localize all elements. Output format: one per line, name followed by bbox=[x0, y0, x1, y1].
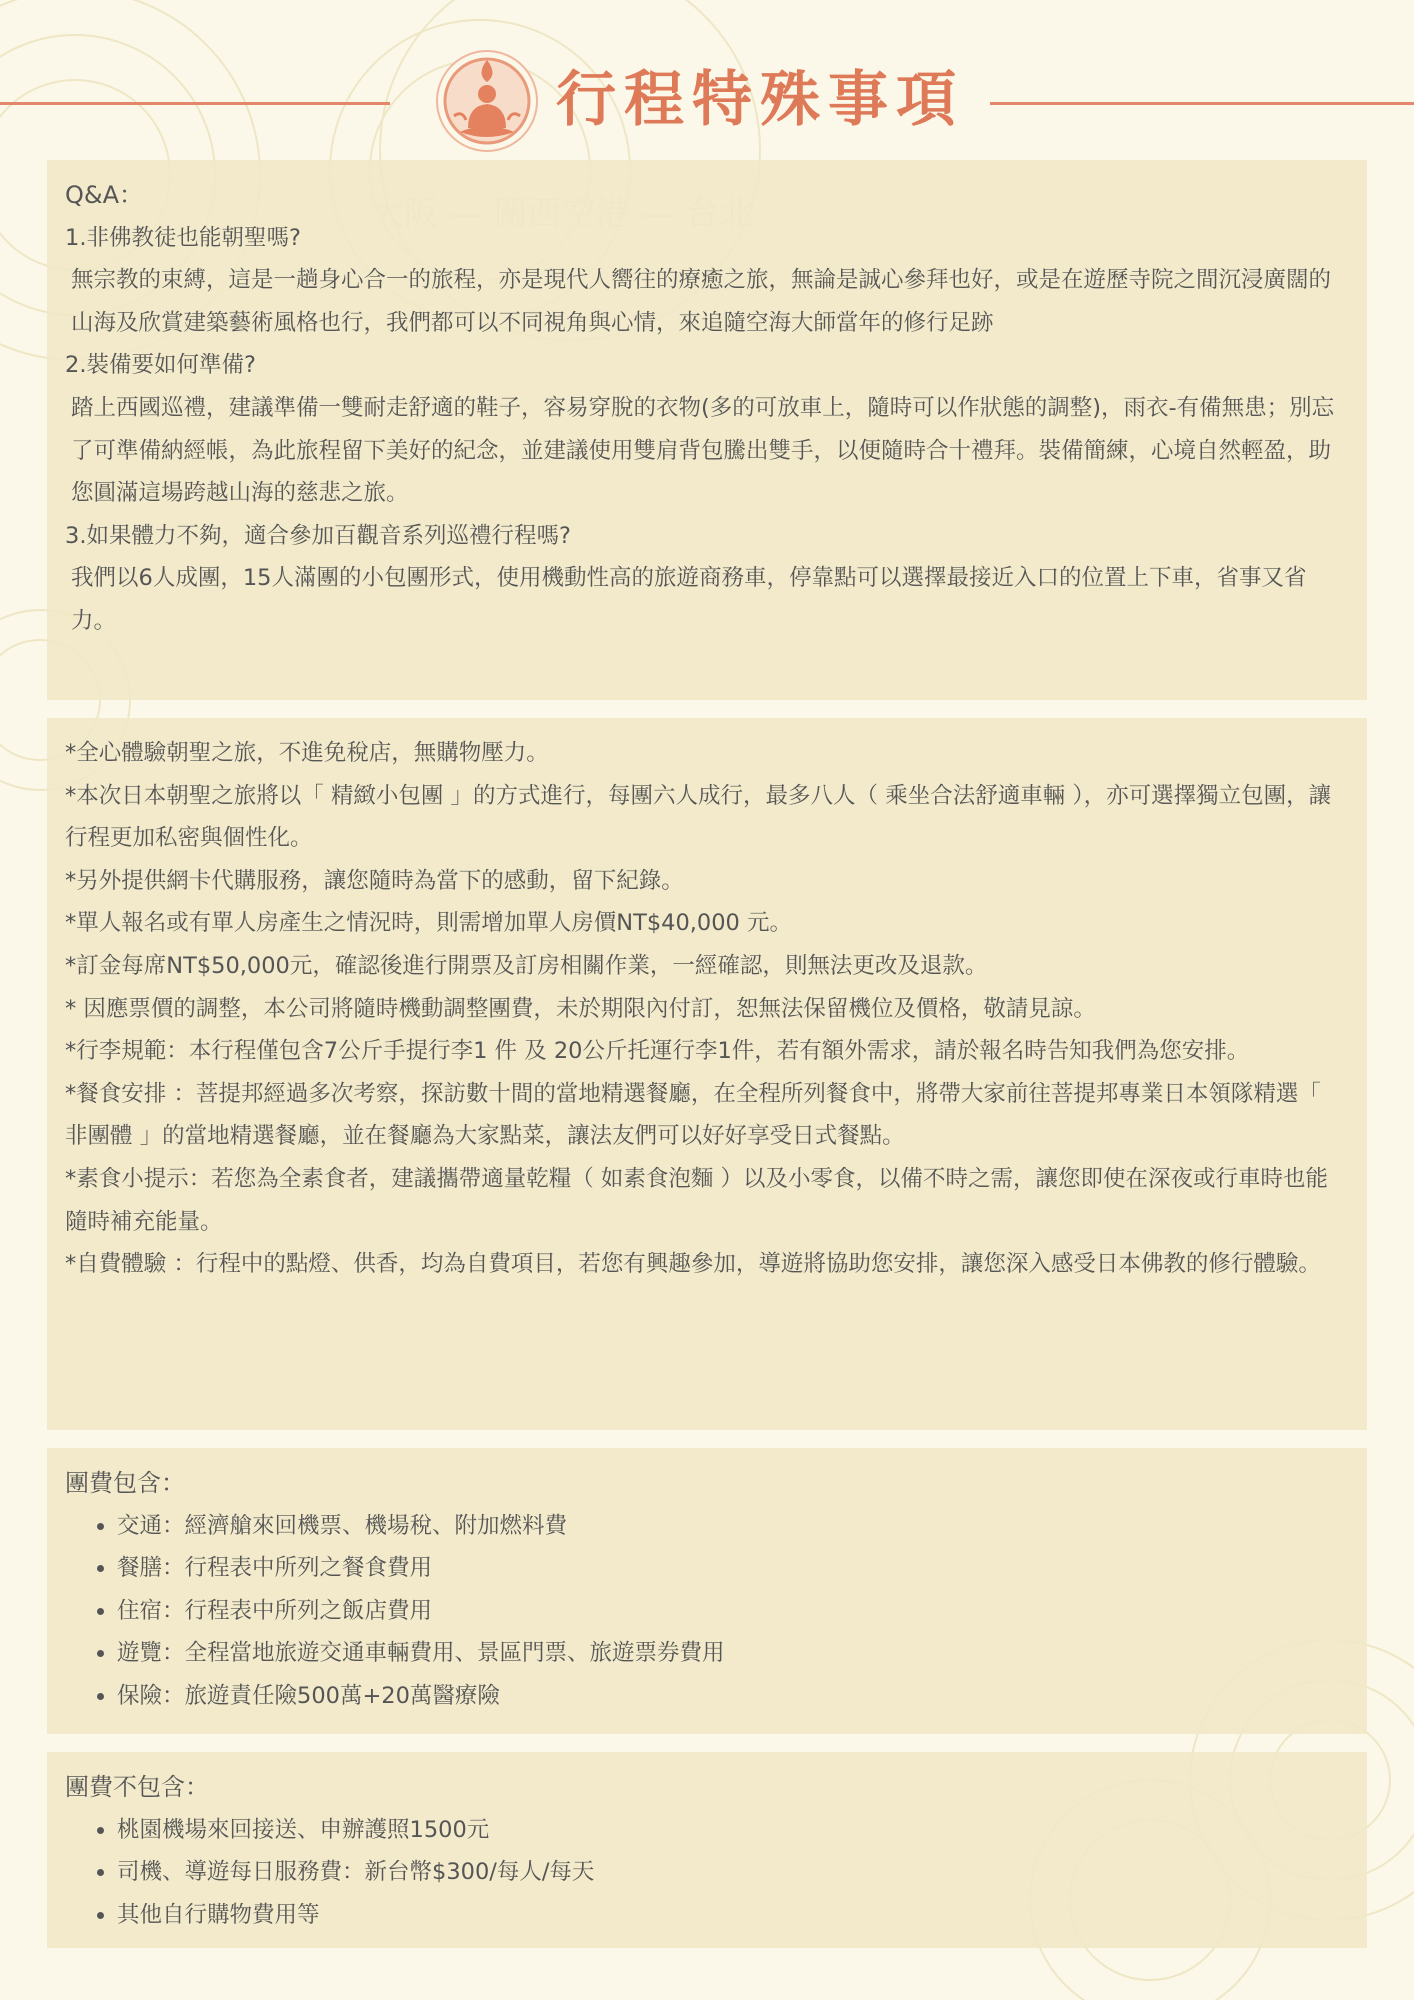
qa-question: 1.非佛教徒也能朝聖嗎? bbox=[65, 224, 301, 251]
list-item: • 交通：經濟艙來回機票、機場稅、附加燃料費 bbox=[117, 1505, 1349, 1548]
page-title: 行程特殊事項 bbox=[556, 65, 964, 135]
page-header bbox=[0, 46, 1414, 156]
note-item: *單人報名或有單人房產生之情況時，則需增加單人房價NT$40,000 元。 bbox=[65, 910, 793, 937]
list-item: • 桃園機場來回接送、申辦護照1500元 bbox=[117, 1809, 1349, 1852]
note-item: *餐食安排 ：菩提邦經過多次考察，探訪數十間的當地精選餐廳，在全程所列餐食中，將帶大家前往菩提邦專業日本領隊精選「 非團體 」的當地精選餐廳，並在餐廳為大家點菜，讓法友們可以好好享受日式餐點。 bbox=[65, 1080, 1321, 1150]
qa-question: 3.如果體力不夠，適合參加百觀音系列巡禮行程嗎? bbox=[65, 522, 571, 549]
fee-excluded-heading: 團費不包含： bbox=[65, 1773, 209, 1801]
note-item: *行李規範：本行程僅包含7公斤手提行李1 件 及 20公斤托運行李1件，若有額外需求，請於報名時告知我們為您安排。 bbox=[65, 1038, 1250, 1065]
qa-heading: Q&A： bbox=[65, 181, 144, 209]
buddha-emblem-icon bbox=[432, 46, 542, 156]
qa-panel bbox=[47, 160, 1367, 700]
note-item: *自費體驗 ：行程中的點燈、供香，均為自費項目，若您有興趣參加，導遊將協助您安排，讓您深入感受日本佛教的修行體驗。 bbox=[65, 1251, 1321, 1278]
qa-question: 2.裝備要如何準備? bbox=[65, 352, 256, 379]
qa-answer: 踏上西國巡禮，建議準備一雙耐走舒適的鞋子，容易穿脫的衣物(多的可放車上，隨時可以作狀態的調整)，雨衣-有備無患；別忘了可準備納經帳，為此旅程留下美好的紀念，並建議使用雙肩背包騰出雙手，以便隨時合十禮拜。裝備簡練，心境自然輕盈，助您圓滿這場跨越山海的慈悲之旅。 bbox=[71, 394, 1335, 507]
fee-included-list bbox=[65, 1505, 1349, 1718]
list-item: • 遊覽：全程當地旅遊交通車輛費用、景區門票、旅遊票券費用 bbox=[117, 1632, 1349, 1675]
fee-excluded-panel bbox=[47, 1752, 1367, 1948]
header-rule-right bbox=[990, 102, 1414, 105]
fee-included-heading: 團費包含： bbox=[65, 1469, 185, 1497]
note-item: *全心體驗朝聖之旅，不進免稅店，無購物壓力。 bbox=[65, 740, 549, 766]
list-item: • 保險：旅遊責任險500萬+20萬醫療險 bbox=[117, 1675, 1349, 1718]
qa-answer: 我們以6人成團，15人滿團的小包團形式，使用機動性高的旅遊商務車，停靠點可以選擇最接近入口的位置上下車，省事又省力。 bbox=[71, 565, 1307, 634]
qa-answer: 無宗教的束縛，這是一趟身心合一的旅程，亦是現代人嚮往的療癒之旅，無論是誠心參拜也好，或是在遊歷寺院之間沉浸廣闊的山海及欣賞建築藝術風格也行，我們都可以不同視角與心情，來追隨空海大師當年的修行足跡 bbox=[71, 267, 1332, 336]
note-item: *本次日本朝聖之旅將以「 精緻小包團 」的方式進行，每團六人成行，最多八人（ 乘坐合法舒適車輛 ），亦可選擇獨立包團，讓行程更加私密與個性化。 bbox=[65, 782, 1332, 852]
list-item: • 其他自行購物費用等 bbox=[117, 1894, 1349, 1937]
fee-included-panel bbox=[47, 1448, 1367, 1734]
note-item: *訂金每席NT$50,000元，確認後進行開票及訂房相關作業，一經確認，則無法更改及退款。 bbox=[65, 952, 988, 979]
note-item: *另外提供網卡代購服務，讓您隨時為當下的感動，留下紀錄。 bbox=[65, 867, 684, 894]
list-item: • 司機、導遊每日服務費：新台幣$300/每人/每天 bbox=[117, 1851, 1349, 1894]
list-item: • 餐膳：行程表中所列之餐食費用 bbox=[117, 1547, 1349, 1590]
fee-excluded-list bbox=[65, 1809, 1349, 1937]
note-item: * 因應票價的調整，本公司將隨時機動調整團費，未於期限內付訂，恕無法保留機位及價格，敬請見諒。 bbox=[65, 995, 1096, 1022]
list-item: • 住宿：行程表中所列之飯店費用 bbox=[117, 1590, 1349, 1633]
notes-panel bbox=[47, 718, 1367, 1430]
note-item: *素食小提示：若您為全素食者，建議攜帶適量乾糧（ 如素食泡麵 ）以及小零食，以備不時之需，讓您即使在深夜或行車時也能隨時補充能量。 bbox=[65, 1165, 1329, 1235]
header-rule-left bbox=[0, 102, 390, 105]
